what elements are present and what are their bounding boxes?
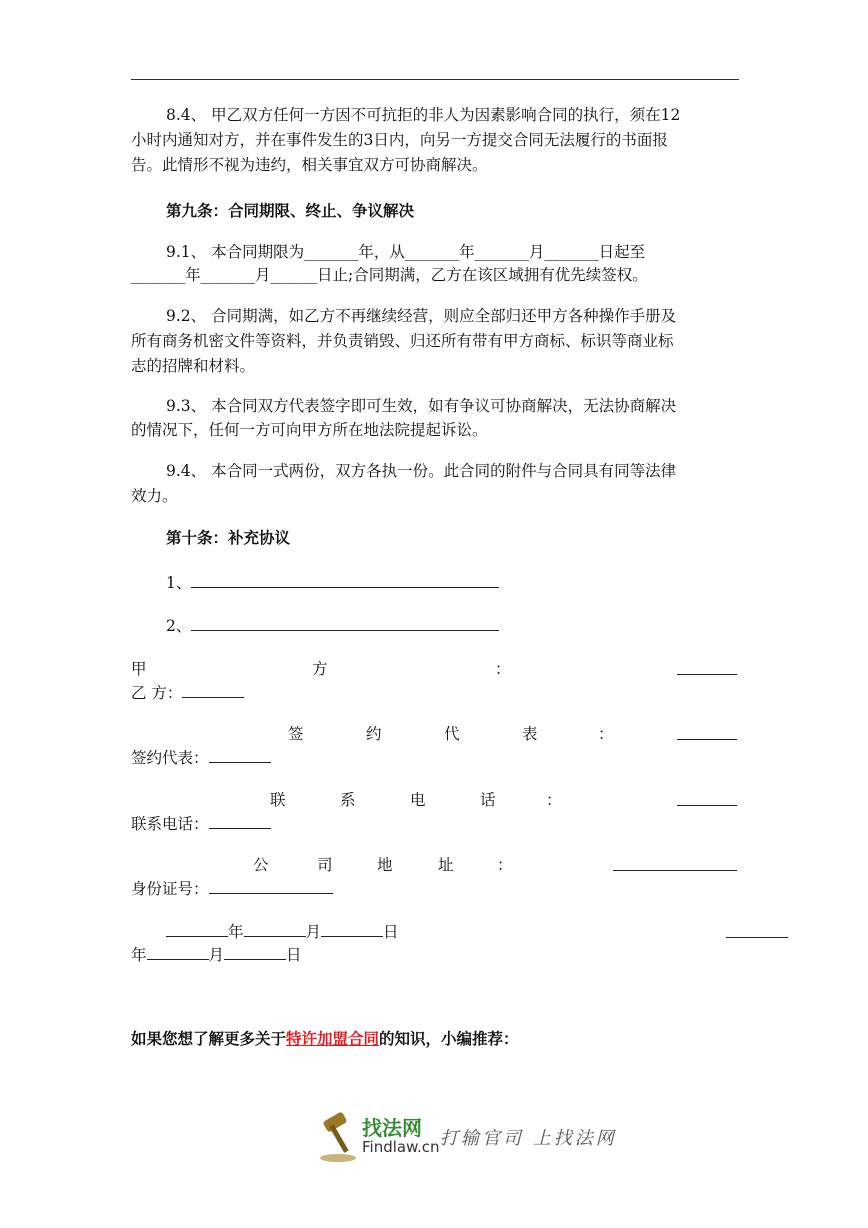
tel-a-blank[interactable] [677, 804, 737, 806]
tel-a-char-2: 系 [340, 791, 356, 809]
rep-a-char-3: 代 [444, 725, 460, 743]
brand-cn: 找法网 [362, 1116, 422, 1140]
clause-8-4-line3: 告。此情形不视为违约，相关事宜双方可协商解决。 [131, 156, 488, 174]
header-rule [131, 79, 739, 80]
rep-a-colon: ： [598, 725, 614, 743]
brand-en: Findlaw.cn [362, 1138, 440, 1156]
clause-9-2-line3: 志的招牌和材料。 [131, 357, 256, 375]
clause-9-1-line1: 9.1、 本合同期限为_______年，从_______年_______月_______日起至 [166, 243, 646, 261]
party-b-label: 乙 方： [131, 681, 244, 703]
party-a-char-2: 方 [312, 660, 328, 678]
rep-a-char-2: 约 [366, 725, 382, 743]
clause-9-4-line1: 9.4、 本合同一式两份，双方各执一份。此合同的附件与合同具有同等法律 [166, 462, 677, 480]
clause-8-4-line1: 8.4、 甲乙双方任何一方因不可抗拒的非人为因素影响合同的执行，须在12 [166, 106, 681, 124]
findlaw-footer-logo [318, 1108, 618, 1168]
id-b-blank[interactable] [209, 892, 333, 894]
clause-9-3-line1: 9.3、 本合同双方代表签字即可生效，如有争议可协商解决，无法协商解决 [166, 397, 677, 415]
addr-a-char-4: 址 [438, 856, 454, 874]
rep-a-char-4: 表 [522, 725, 538, 743]
tel-a-char-1: 联 [270, 791, 286, 809]
franchise-contract-link[interactable]: 特许加盟合同 [286, 1029, 380, 1048]
addr-a-char-3: 地 [377, 856, 393, 874]
date-b-day-blank[interactable] [224, 958, 286, 960]
date-b: 年 月 日 [131, 946, 302, 964]
tel-a-char-3: 电 [410, 791, 426, 809]
gavel-icon [318, 1108, 362, 1164]
addr-a-colon: ： [497, 856, 513, 874]
date-a-day-blank[interactable] [321, 935, 383, 937]
party-a-char-1: 甲 [131, 660, 147, 678]
rep-b-label: 签约代表： [131, 746, 271, 768]
addr-a-char-2: 司 [317, 856, 333, 874]
clause-9-1-line2: _______年_______月______日止;合同期满，乙方在该区域拥有优先续签权。 [131, 266, 648, 284]
tel-b-label: 联系电话： [131, 812, 271, 834]
rep-a-char-1: 签 [288, 725, 304, 743]
rep-b-blank[interactable] [209, 761, 271, 763]
addr-a-char-1: 公 [253, 856, 269, 874]
article-9-title: 第九条：合同期限、终止、争议解决 [166, 201, 415, 220]
rep-a-blank[interactable] [677, 738, 737, 740]
tel-a-colon: ： [546, 791, 562, 809]
supplement-item-1[interactable]: 1、 [166, 571, 499, 593]
tel-b-blank[interactable] [209, 827, 271, 829]
party-a-colon: ： [495, 660, 511, 678]
more-info-line: 如果您想了解更多关于特许加盟合同的知识，小编推荐： [131, 1029, 519, 1048]
party-a-blank[interactable] [677, 673, 737, 675]
id-b-label: 身份证号： [131, 877, 333, 899]
clause-9-4-line2: 效力。 [131, 487, 178, 505]
date-b-lead-blank[interactable] [726, 936, 788, 938]
clause-8-4-line2: 小时内通知对方，并在事件发生的3日内，向另一方提交合同无法履行的书面报 [131, 131, 668, 149]
article-10-title: 第十条：补充协议 [166, 528, 291, 547]
clause-9-2-line2: 所有商务机密文件等资料，并负责销毁、归还所有带有甲方商标、标识等商业标 [131, 332, 674, 350]
supplement-item-2[interactable]: 2、 [166, 614, 499, 636]
supplement-blank-2[interactable] [191, 629, 499, 631]
date-a: 年 月 日 [166, 920, 399, 942]
clause-9-3-line2: 的情况下，任何一方可向甲方所在地法院提起诉讼。 [131, 421, 488, 439]
clause-9-2-line1: 9.2、 合同期满，如乙方不再继续经营，则应全部归还甲方各种操作手册及 [166, 307, 677, 325]
slogan: 打输官司 上找法网 [440, 1128, 617, 1149]
tel-a-char-4: 话 [480, 791, 496, 809]
supplement-blank-1[interactable] [191, 586, 499, 588]
date-a-year-blank[interactable] [166, 935, 228, 937]
date-b-month-blank[interactable] [147, 958, 209, 960]
date-a-month-blank[interactable] [244, 935, 306, 937]
party-b-blank[interactable] [182, 696, 244, 698]
addr-a-blank[interactable] [613, 869, 737, 871]
